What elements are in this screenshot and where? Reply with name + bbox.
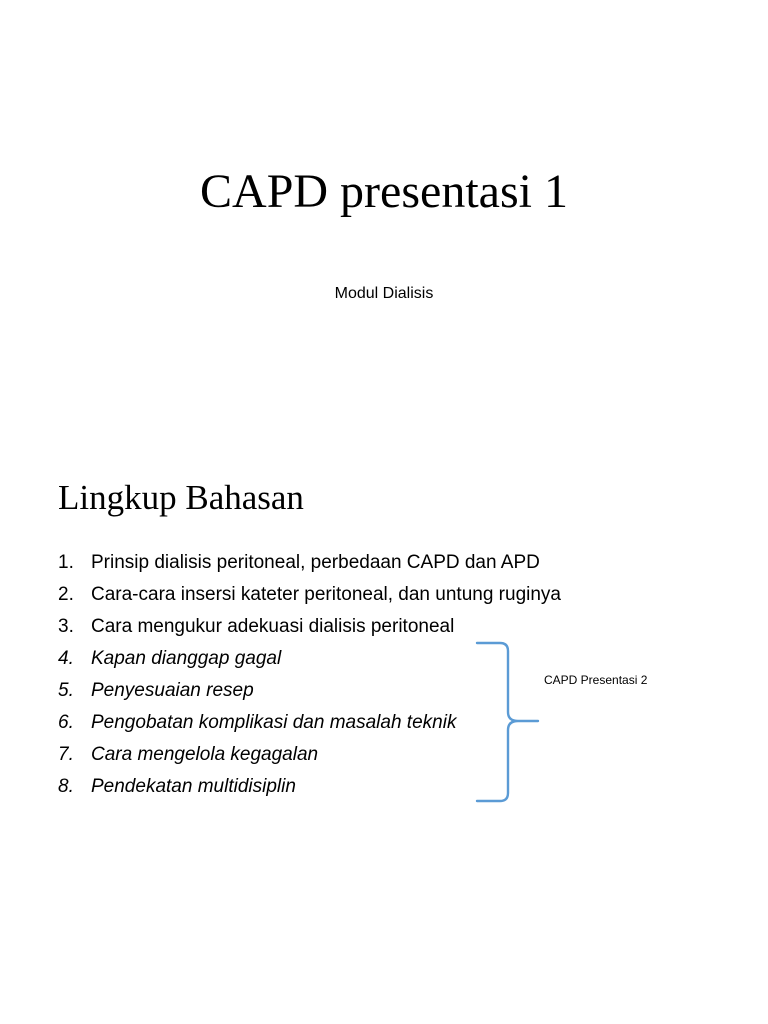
list-item-number: 7. [58,744,74,765]
list-item-text: Cara mengelola kegagalan [91,744,319,765]
list-item [58,611,561,643]
list-item-number: 2. [58,584,74,605]
right-curly-brace-icon [472,640,544,808]
list-item-text: Cara mengukur adekuasi dialisis peritoneal [91,616,455,637]
list-item-text: Penyesuaian resep [91,680,254,701]
slide-title: CAPD presentasi 1 [200,165,568,218]
list-item-number: 5. [58,680,74,701]
list-item-text: Prinsip dialisis peritoneal, perbedaan CAPD dan APD [91,552,540,573]
list-item-text: Pengobatan komplikasi dan masalah teknik [91,712,457,733]
list-item-text: Kapan dianggap gagal [91,648,282,669]
brace-label: CAPD Presentasi 2 [544,673,648,687]
list-item-text: Pendekatan multidisiplin [91,776,296,797]
list-item [58,579,561,611]
list-item-number: 1. [58,552,74,573]
list-item-number: 8. [58,776,74,797]
list-item [58,547,561,579]
list-item-number: 4. [58,648,74,669]
list-item-number: 3. [58,616,74,637]
list-item-number: 6. [58,712,74,733]
list-item-text: Cara-cara insersi kateter peritoneal, dan untung ruginya [91,584,561,605]
section-heading: Lingkup Bahasan [58,478,304,517]
slide-subtitle: Modul Dialisis [334,285,434,302]
